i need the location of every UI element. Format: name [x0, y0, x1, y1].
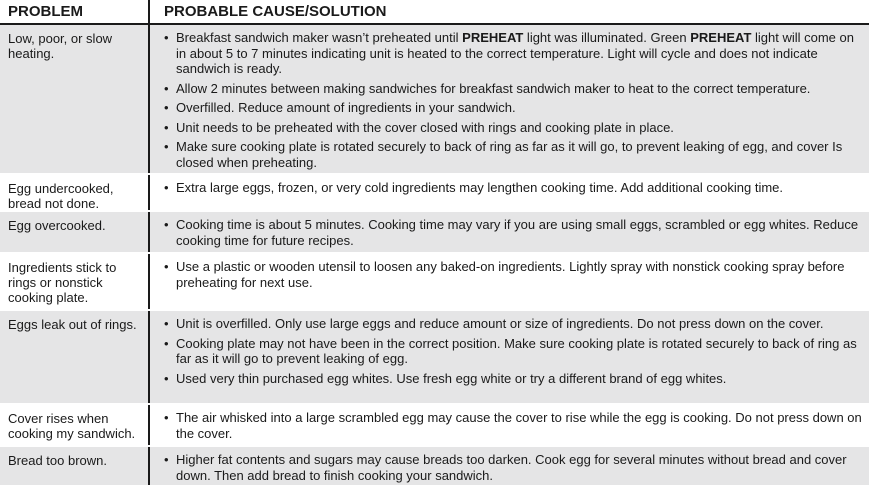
- bullet-icon: •: [164, 80, 169, 96]
- bullet-text: Allow 2 minutes between making sandwiches for breakfast sandwich maker to heat to the correct temperature.: [176, 80, 811, 96]
- bullet-icon: •: [164, 370, 169, 386]
- bullet-text: Make sure cooking plate is rotated securely to back of ring as far as it will go, to prevent leaking of egg, and cover Is closed when preheating.: [176, 139, 843, 170]
- bullet-text: Cooking plate may not have been in the correct position. Make sure cooking plate is rotated securely to back of ring as far as it will go to prevent leaking of egg.: [176, 335, 857, 366]
- list-item: [164, 100, 863, 116]
- bullet-text: Unit is overfilled. Only use large eggs and reduce amount or size of ingredients. Do not press down on the cover.: [176, 316, 824, 331]
- bullet-icon: •: [164, 316, 169, 331]
- problem-cell: Bread too brown.: [0, 447, 150, 485]
- bullet-icon: •: [164, 452, 169, 467]
- table-row: [0, 405, 869, 447]
- bullet-text: Used very thin purchased egg whites. Use fresh egg white or try a different brand of egg whites.: [176, 370, 727, 386]
- list-item: [164, 410, 863, 441]
- list-item: [164, 217, 863, 248]
- list-item: [164, 452, 863, 483]
- list-item: [164, 336, 863, 367]
- list-item: [164, 139, 863, 170]
- problem-cell: Ingredients stick to rings or nonstick cooking plate.: [0, 254, 150, 309]
- table-row: [0, 311, 869, 405]
- cause-cell: [150, 405, 869, 445]
- cause-cell: [150, 175, 869, 210]
- bullet-text: Use a plastic or wooden utensil to loosen any baked-on ingredients. Lightly spray with nonstick cooking spray before preheating for next use.: [176, 259, 845, 290]
- bullet-text: Unit needs to be preheated with the cover closed with rings and cooking plate in place.: [176, 119, 674, 135]
- table-row: [0, 175, 869, 212]
- bullet-icon: •: [164, 410, 169, 425]
- bullet-icon: •: [164, 100, 169, 115]
- problem-cell: Eggs leak out of rings.: [0, 311, 150, 403]
- bullet-icon: •: [164, 217, 169, 232]
- table-row: [0, 212, 869, 254]
- bullet-icon: •: [164, 119, 169, 135]
- list-item: [164, 180, 863, 196]
- bullet-text: Higher fat contents and sugars may cause breads too darken. Cook egg for several minutes without bread and cover down. Then add bread to finish cooking your sandwich.: [176, 452, 847, 483]
- bullet-text: Extra large eggs, frozen, or very cold ingredients may lengthen cooking time. Add additional cooking time.: [176, 180, 784, 195]
- bullet-text: Breakfast sandwich maker wasn’t preheated until PREHEAT light was illuminated. Green PREHEAT light will come on in about 5 to 7 minutes indicating unit is heated to the correct temperature. Light will cycle and does not indicate sandwich is ready.: [176, 30, 854, 76]
- cause-cell: [150, 254, 869, 309]
- table-header: [0, 0, 869, 25]
- table-row: [0, 447, 869, 487]
- cause-cell: [150, 212, 869, 252]
- cause-cell: [150, 311, 869, 403]
- preheat-keyword: PREHEAT: [462, 30, 524, 45]
- preheat-keyword: PREHEAT: [690, 30, 752, 45]
- table-row: [0, 254, 869, 311]
- list-item: [164, 30, 863, 77]
- bullet-icon: •: [164, 335, 169, 351]
- list-item: [164, 316, 863, 332]
- bullet-icon: •: [164, 180, 169, 195]
- cause-cell: [150, 447, 869, 485]
- bullet-icon: •: [164, 30, 169, 45]
- problem-cell: Low, poor, or slow heating.: [0, 25, 150, 173]
- bullet-icon: •: [164, 139, 169, 154]
- problem-cell: Egg undercooked, bread not done.: [0, 175, 150, 210]
- problem-cell: Cover rises when cooking my sandwich.: [0, 405, 150, 445]
- list-item: [164, 371, 863, 387]
- cause-cell: [150, 25, 869, 173]
- problem-column-header: PROBLEM: [0, 0, 150, 23]
- problem-cell: Egg overcooked.: [0, 212, 150, 252]
- bullet-text: The air whisked into a large scrambled egg may cause the cover to rise while the egg is cooking. Do not press down on the cover.: [176, 410, 862, 441]
- list-item: [164, 81, 863, 97]
- table-row: [0, 25, 869, 175]
- cause-column-header: PROBABLE CAUSE/SOLUTION: [164, 3, 387, 20]
- list-item: [164, 259, 863, 290]
- bullet-icon: •: [164, 259, 169, 274]
- bullet-text: Overfilled. Reduce amount of ingredients in your sandwich.: [176, 100, 516, 115]
- list-item: [164, 120, 863, 136]
- bullet-text: Cooking time is about 5 minutes. Cooking time may vary if you are using small eggs, scrambled or egg whites. Reduce cooking time for future recipes.: [176, 217, 859, 248]
